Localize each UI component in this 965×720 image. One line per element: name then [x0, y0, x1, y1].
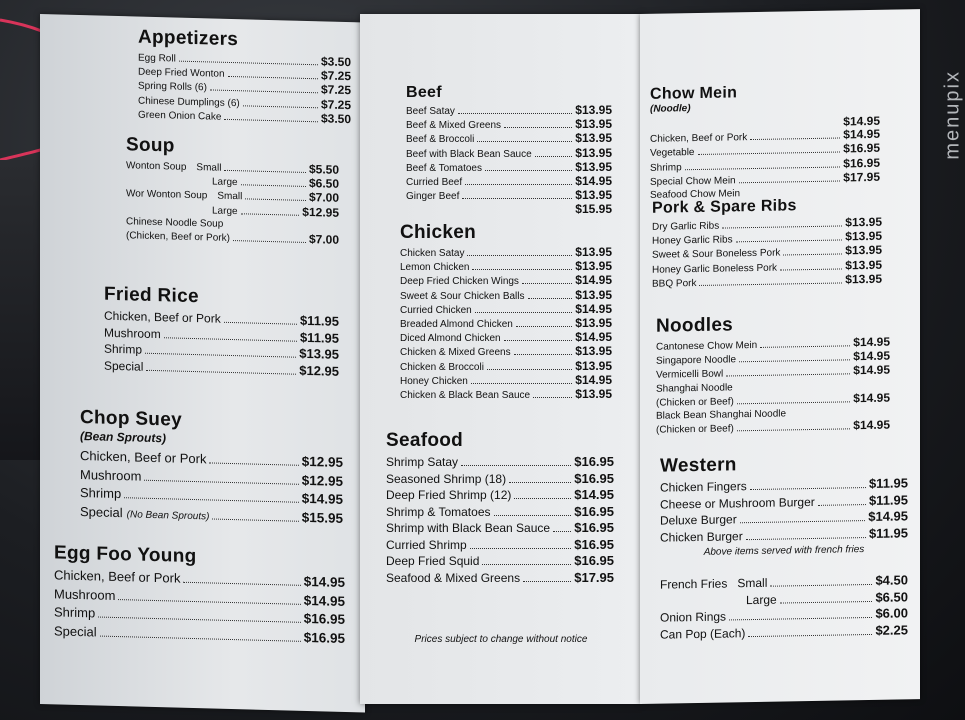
leader-dots — [760, 344, 850, 348]
menu-item-row — [386, 487, 614, 504]
menu-item-price: $14.95 — [575, 273, 612, 288]
western-list — [660, 475, 908, 545]
menu-item-row — [406, 161, 612, 175]
leader-dots — [224, 169, 306, 173]
leader-dots — [504, 339, 573, 341]
menu-item-name: Mushroom — [54, 585, 116, 603]
menu-item-price: $16.95 — [574, 470, 614, 486]
pork-ribs-list — [652, 216, 882, 291]
menu-item-price: $13.95 — [575, 387, 612, 402]
fried-rice-title: Fried Rice — [104, 283, 199, 308]
menu-item-name: Beef & Tomatoes — [406, 162, 482, 174]
menu-item-price: $15.95 — [301, 509, 343, 526]
menu-item-name: Vermicelli Bowl — [656, 368, 724, 382]
menu-item-price: $14.95 — [843, 113, 880, 129]
menu-item-name: Seafood Chow Mein — [650, 188, 741, 201]
leader-dots — [118, 598, 300, 605]
menu-item-row — [400, 303, 612, 317]
menu-item-price: $13.95 — [575, 358, 612, 373]
chop-suey-section — [80, 407, 343, 530]
beef-section — [406, 84, 612, 217]
menu-item-name: Chinese Noodle Soup — [126, 216, 224, 230]
menu-item-name: Honey Garlic Boneless Pork — [652, 262, 778, 276]
menu-item-name: Chicken & Mixed Greens — [400, 347, 511, 359]
menu-item-name: Singapore Noodle — [656, 354, 737, 367]
noodles-title: Noodles — [656, 314, 734, 337]
menu-item-name: (Chicken or Beef) — [656, 423, 734, 436]
menu-panel-right — [640, 9, 920, 704]
chow-mein-list — [650, 115, 880, 202]
leader-dots — [818, 503, 866, 506]
leader-dots — [739, 359, 850, 363]
menu-item-price: $13.95 — [575, 159, 612, 174]
leader-dots — [183, 581, 300, 586]
leader-dots — [740, 519, 866, 523]
menu-item-price: $16.95 — [303, 610, 345, 627]
menu-item-price: $12.95 — [302, 204, 339, 220]
menu-item-row — [386, 471, 614, 488]
menu-item-size: Large — [746, 592, 777, 607]
beef-list — [406, 104, 612, 217]
leader-dots — [475, 311, 573, 313]
chow-mein-subtitle: (Noodle) — [650, 103, 691, 115]
menu-item-price: $2.25 — [875, 621, 908, 638]
menu-item-row — [400, 360, 612, 374]
leader-dots — [739, 179, 841, 183]
leader-dots — [514, 497, 571, 499]
fried-rice-section — [104, 284, 339, 380]
menu-item-price: $14.95 — [843, 127, 880, 142]
menu-item-price: $14.95 — [575, 301, 612, 316]
menu-item-row — [400, 345, 612, 359]
leader-dots — [462, 197, 572, 199]
menu-item-row — [406, 203, 612, 216]
leader-dots — [748, 632, 872, 636]
leader-dots — [224, 321, 297, 325]
menu-item-name: Diced Almond Chicken — [400, 333, 501, 345]
menu-item-row — [400, 274, 612, 288]
menu-item-price: $13.95 — [575, 103, 612, 117]
leader-dots — [523, 580, 571, 582]
menu-item-name: Special Chow Mein — [650, 175, 736, 188]
menu-item-row — [406, 175, 612, 189]
menu-item-row — [386, 537, 614, 554]
menu-item-name: Sweet & Sour Boneless Pork — [652, 247, 781, 262]
menu-item-price: $6.50 — [308, 176, 339, 192]
menu-item-name: Lemon Chicken — [400, 262, 470, 274]
beef-title: Beef — [406, 84, 442, 101]
menu-item-name: Wonton Soup — [126, 160, 187, 173]
chow-mein-section — [650, 82, 880, 202]
menu-item-price: $3.50 — [320, 54, 351, 70]
menu-item-price: $3.50 — [320, 111, 351, 126]
menu-item-name: Green Onion Cake — [138, 109, 222, 123]
menu-item-price: $11.95 — [299, 312, 339, 329]
menu-item-price: $5.50 — [308, 162, 339, 177]
menu-item-name: Deep Fried Shrimp (12) — [386, 488, 512, 502]
menu-item-row — [400, 260, 612, 274]
menu-item-name: Beef with Black Bean Sauce — [406, 148, 532, 160]
menu-item-size: Small — [217, 191, 243, 203]
seafood-list — [386, 454, 614, 586]
menu-item-price: $16.95 — [843, 155, 880, 171]
leader-dots — [509, 481, 571, 483]
menu-item-price: $13.95 — [845, 214, 882, 230]
leader-dots — [179, 60, 318, 66]
menu-item-price: $7.00 — [308, 190, 339, 206]
menu-item-price: $7.25 — [320, 82, 351, 98]
menu-item-note: (No Bean Sprouts) — [126, 508, 210, 522]
noodles-list — [656, 336, 890, 438]
seafood-title: Seafood — [386, 430, 464, 451]
menu-item-name: Chicken, Beef or Pork — [54, 567, 181, 586]
menu-item-name: Chicken Burger — [660, 528, 743, 545]
menu-item-name: Shrimp Satay — [386, 455, 459, 469]
menu-item-name: Wor Wonton Soup — [126, 188, 208, 202]
leader-dots — [226, 226, 336, 230]
leader-dots — [750, 137, 840, 141]
leader-dots — [653, 125, 840, 129]
leader-dots — [737, 428, 850, 432]
menu-item-name: Deep Fried Wonton — [138, 66, 225, 81]
menu-item-name: Shrimp & Tomatoes — [386, 504, 491, 519]
menu-item-row — [400, 246, 612, 260]
chicken-section — [400, 222, 612, 402]
menu-item-price: $4.50 — [875, 572, 908, 588]
menu-item-price: $16.95 — [574, 536, 614, 552]
leader-dots — [736, 386, 887, 390]
menu-item-row — [386, 454, 614, 471]
leader-dots — [241, 183, 306, 187]
soup-list — [126, 158, 339, 248]
chicken-title: Chicken — [400, 222, 477, 243]
menu-item-name: Deep Fried Chicken Wings — [400, 276, 519, 288]
menu-item-name: Shrimp — [650, 161, 682, 174]
menu-item-name: Chicken, Beef or Pork — [104, 308, 221, 326]
menu-item-price: $14.95 — [301, 490, 343, 507]
menu-item-name: Special — [80, 503, 123, 520]
leader-dots — [224, 118, 318, 122]
leader-dots — [789, 414, 887, 417]
soup-title: Soup — [126, 134, 175, 157]
leader-dots — [461, 464, 571, 466]
menu-item-name: Black Bean Shanghai Noodle — [656, 408, 787, 422]
menu-item-price: $13.95 — [845, 271, 882, 287]
menu-item-price: $13.95 — [575, 259, 612, 274]
leader-dots — [210, 89, 318, 94]
menu-item-price: $14.95 — [868, 508, 908, 525]
menu-item-price: $14.95 — [575, 372, 612, 387]
chicken-list — [400, 246, 612, 402]
menu-item-price: $14.95 — [575, 174, 612, 189]
leader-dots — [241, 212, 300, 216]
menu-item-name: Dry Garlic Ribs — [652, 220, 720, 233]
leader-dots — [144, 478, 298, 484]
leader-dots — [487, 368, 572, 370]
menu-item-row — [406, 189, 612, 203]
western-section — [660, 451, 908, 642]
menu-item-row — [400, 388, 612, 402]
menu-item-size: Small — [737, 575, 768, 591]
leader-dots — [780, 267, 842, 270]
menu-item-row — [386, 504, 614, 521]
menu-item-row — [406, 132, 612, 146]
leader-dots — [477, 140, 572, 142]
menu-item-price: $17.95 — [574, 569, 614, 585]
menu-item-row — [386, 553, 614, 570]
menu-item-price: $12.95 — [301, 472, 343, 489]
leader-dots — [770, 583, 872, 587]
leader-dots — [736, 239, 843, 243]
menu-item-row — [406, 118, 612, 132]
menu-item-name: Seasoned Shrimp (18) — [386, 471, 507, 486]
leader-dots — [471, 382, 572, 384]
menu-item-price: $13.95 — [299, 345, 339, 362]
menu-item-name: Special — [104, 358, 144, 374]
leader-dots — [458, 112, 572, 114]
menu-item-name: (Chicken, Beef or Pork) — [126, 230, 230, 244]
leader-dots — [783, 253, 842, 256]
menu-item-name: Onion Rings — [660, 609, 727, 625]
leader-dots — [698, 151, 841, 155]
menu-item-name: Seafood & Mixed Greens — [386, 570, 521, 585]
menu-item-price: $13.95 — [575, 131, 612, 146]
menu-item-name: Chicken Fingers — [660, 479, 747, 495]
menu-item-name: BBQ Pork — [652, 277, 697, 290]
leader-dots — [494, 514, 572, 516]
western-note: Above items served with french fries — [703, 544, 865, 558]
chow-mein-title: Chow Mein — [650, 84, 738, 103]
menu-item-price: $16.95 — [574, 553, 614, 568]
menu-item-price: $16.95 — [574, 503, 614, 519]
leader-dots — [504, 126, 572, 128]
menu-item-name: Chicken, Beef or Pork — [80, 448, 207, 467]
chop-suey-title: Chop Suey — [80, 407, 182, 431]
menu-item-price: $14.95 — [303, 573, 345, 590]
leader-dots — [465, 183, 572, 185]
menu-item-row — [406, 147, 612, 161]
menu-item-price: $6.50 — [875, 588, 908, 605]
leader-dots — [726, 373, 850, 377]
appetizers-list — [138, 51, 351, 128]
leader-dots — [729, 616, 872, 621]
menu-item-price: $13.95 — [845, 257, 882, 273]
leader-dots — [209, 461, 298, 465]
menu-item-name: French Fries — [660, 576, 728, 592]
appetizers-section — [138, 27, 351, 128]
menu-item-price: $13.95 — [845, 228, 882, 244]
leader-dots — [472, 268, 572, 270]
leader-dots — [124, 496, 299, 503]
menu-item-name: Sweet & Sour Chicken Balls — [400, 290, 525, 302]
seafood-section — [386, 430, 614, 586]
menu-item-name: Shrimp — [80, 485, 122, 502]
leader-dots — [212, 517, 298, 521]
leader-dots — [514, 353, 573, 355]
leader-dots — [164, 336, 297, 341]
menu-item-price: $13.95 — [845, 243, 882, 258]
menu-item-price: $13.95 — [575, 145, 612, 160]
soup-section — [126, 134, 339, 248]
menu-item-name: Vegetable — [650, 147, 695, 160]
menu-item-row — [400, 331, 612, 345]
leader-dots — [245, 198, 306, 202]
menu-item-price: $6.00 — [875, 605, 908, 621]
menu-item-name: Spring Rolls (6) — [138, 80, 207, 94]
leader-dots — [685, 165, 841, 170]
menu-item-name: Beef Satay — [406, 106, 455, 117]
menu-item-name: Chinese Dumplings (6) — [138, 95, 240, 109]
menu-item-price: $13.95 — [575, 188, 612, 203]
menu-item-price: $12.95 — [301, 453, 343, 470]
menu-item-name: Deep Fried Squid — [386, 554, 480, 568]
fried-rice-list — [104, 308, 339, 380]
menu-item-name: Shrimp — [104, 341, 143, 357]
menu-item-price: $16.95 — [303, 629, 345, 646]
menu-panel-middle — [360, 14, 642, 704]
menu-item-size: Small — [196, 162, 222, 174]
menu-item-price: $12.95 — [299, 362, 339, 379]
leader-dots — [467, 254, 572, 256]
leader-dots — [722, 224, 842, 228]
leader-dots — [145, 352, 296, 358]
folded-menu — [40, 14, 920, 704]
menu-item-name: Chicken & Black Bean Sauce — [400, 390, 531, 402]
leader-dots — [553, 530, 571, 532]
leader-dots — [516, 325, 572, 327]
menu-item-price: $13.95 — [575, 316, 612, 331]
menu-item-name: Beef & Broccoli — [406, 134, 475, 146]
menu-item-price: $13.95 — [575, 245, 612, 259]
menu-item-price: $16.95 — [574, 454, 614, 469]
leader-dots — [535, 155, 573, 157]
leader-dots — [533, 396, 572, 398]
menu-item-price: $14.95 — [853, 363, 890, 378]
menu-item-price: $14.95 — [575, 330, 612, 345]
menu-item-price: $14.95 — [574, 487, 614, 502]
leader-dots — [737, 400, 850, 404]
menu-item-name: Shrimp — [54, 604, 96, 621]
pork-ribs-title: Pork & Spare Ribs — [652, 197, 797, 217]
menu-item-price: $13.95 — [575, 344, 612, 359]
leader-dots — [146, 368, 296, 374]
menu-item-price: $11.95 — [299, 329, 339, 346]
noodles-section — [656, 312, 890, 438]
menu-item-price: $16.95 — [574, 520, 614, 535]
menu-item-name: (Chicken or Beef) — [656, 396, 734, 409]
watermark: menupix — [942, 70, 964, 160]
menu-item-row — [406, 104, 612, 118]
menu-item-price: $14.95 — [853, 390, 890, 406]
menu-item-name: Can Pop (Each) — [660, 625, 746, 642]
menu-item-size: Large — [212, 176, 238, 189]
leader-dots — [243, 104, 318, 108]
leader-dots — [233, 239, 306, 243]
menu-item-name: Shrimp with Black Bean Sauce — [386, 521, 551, 535]
menu-item-name: Cantonese Chow Mein — [656, 339, 758, 353]
western-title: Western — [660, 454, 737, 477]
menu-item-price: $13.95 — [575, 287, 612, 302]
menu-item-name: Honey Garlic Ribs — [652, 234, 733, 247]
menu-item-row — [400, 317, 612, 331]
leader-dots — [485, 169, 572, 171]
menu-item-price: $11.95 — [868, 491, 908, 508]
menu-item-name: Mushroom — [104, 325, 161, 341]
leader-dots — [750, 486, 866, 490]
menu-item-name: Honey Chicken — [400, 375, 468, 387]
pork-ribs-section — [652, 196, 882, 291]
leader-dots — [780, 599, 873, 603]
chop-suey-subtitle: (Bean Sprouts) — [80, 429, 167, 446]
menu-item-name: Chicken & Broccoli — [400, 361, 484, 373]
leader-dots — [98, 616, 301, 623]
menu-item-price: $13.95 — [575, 117, 612, 132]
leader-dots — [528, 297, 573, 299]
menu-item-size: Large — [212, 205, 238, 217]
menu-item-price: $17.95 — [843, 169, 880, 185]
leader-dots — [746, 536, 866, 540]
menu-item-row — [386, 570, 614, 587]
menu-item-name: Mushroom — [80, 466, 142, 484]
menu-item-price: $14.95 — [853, 417, 890, 433]
appetizers-title: Appetizers — [138, 26, 239, 51]
menu-item-price: $15.95 — [575, 202, 612, 217]
leader-dots — [100, 634, 301, 641]
leader-dots — [522, 282, 572, 284]
menu-item-price: $16.95 — [843, 141, 880, 156]
leader-dots — [228, 75, 318, 79]
menu-item-name: Curried Shrimp — [386, 537, 467, 552]
menu-item-name: Ginger Beef — [406, 191, 460, 203]
chop-suey-list — [80, 447, 343, 530]
menu-item-row — [400, 289, 612, 303]
menu-item-price: $11.95 — [868, 524, 908, 541]
menu-item-price: $7.25 — [320, 96, 351, 112]
menu-item-price: $7.00 — [308, 232, 339, 247]
leader-dots — [482, 563, 571, 565]
menu-item-name: Deluxe Burger — [660, 512, 737, 528]
menu-item-name: Cheese or Mushroom Burger — [660, 494, 815, 512]
menu-item-name: Curried Chicken — [400, 304, 472, 316]
menu-item-name: Breaded Almond Chicken — [400, 319, 513, 331]
menu-item-name: Egg Roll — [138, 52, 176, 65]
menu-item-name: Curried Beef — [406, 177, 463, 189]
egg-foo-young-title: Egg Foo Young — [54, 542, 197, 568]
menu-item-name: Chicken Satay — [400, 248, 465, 259]
menu-item-row — [386, 520, 614, 537]
leader-dots — [699, 281, 842, 285]
menu-item-price: $14.95 — [853, 334, 890, 350]
menu-item-price: $7.25 — [320, 68, 351, 84]
menu-item-name: Shanghai Noodle — [656, 381, 733, 395]
menu-item-price: $11.95 — [868, 475, 908, 492]
leader-dots — [470, 547, 572, 549]
egg-foo-young-section — [54, 542, 345, 648]
egg-foo-young-list — [54, 566, 345, 648]
menu-panel-left — [40, 14, 365, 713]
menu-item-name: Special — [54, 622, 97, 639]
menu-item-price: $14.95 — [303, 592, 345, 609]
menu-item-name: Chicken, Beef or Pork — [650, 132, 748, 146]
menu-item-row — [400, 374, 612, 388]
leader-dots — [409, 212, 572, 213]
menu-item-name: Beef & Mixed Greens — [406, 120, 502, 132]
menu-item-price: $14.95 — [853, 348, 890, 364]
price-notice: Prices subject to change without notice — [414, 634, 588, 645]
western-sides-list — [660, 572, 908, 642]
